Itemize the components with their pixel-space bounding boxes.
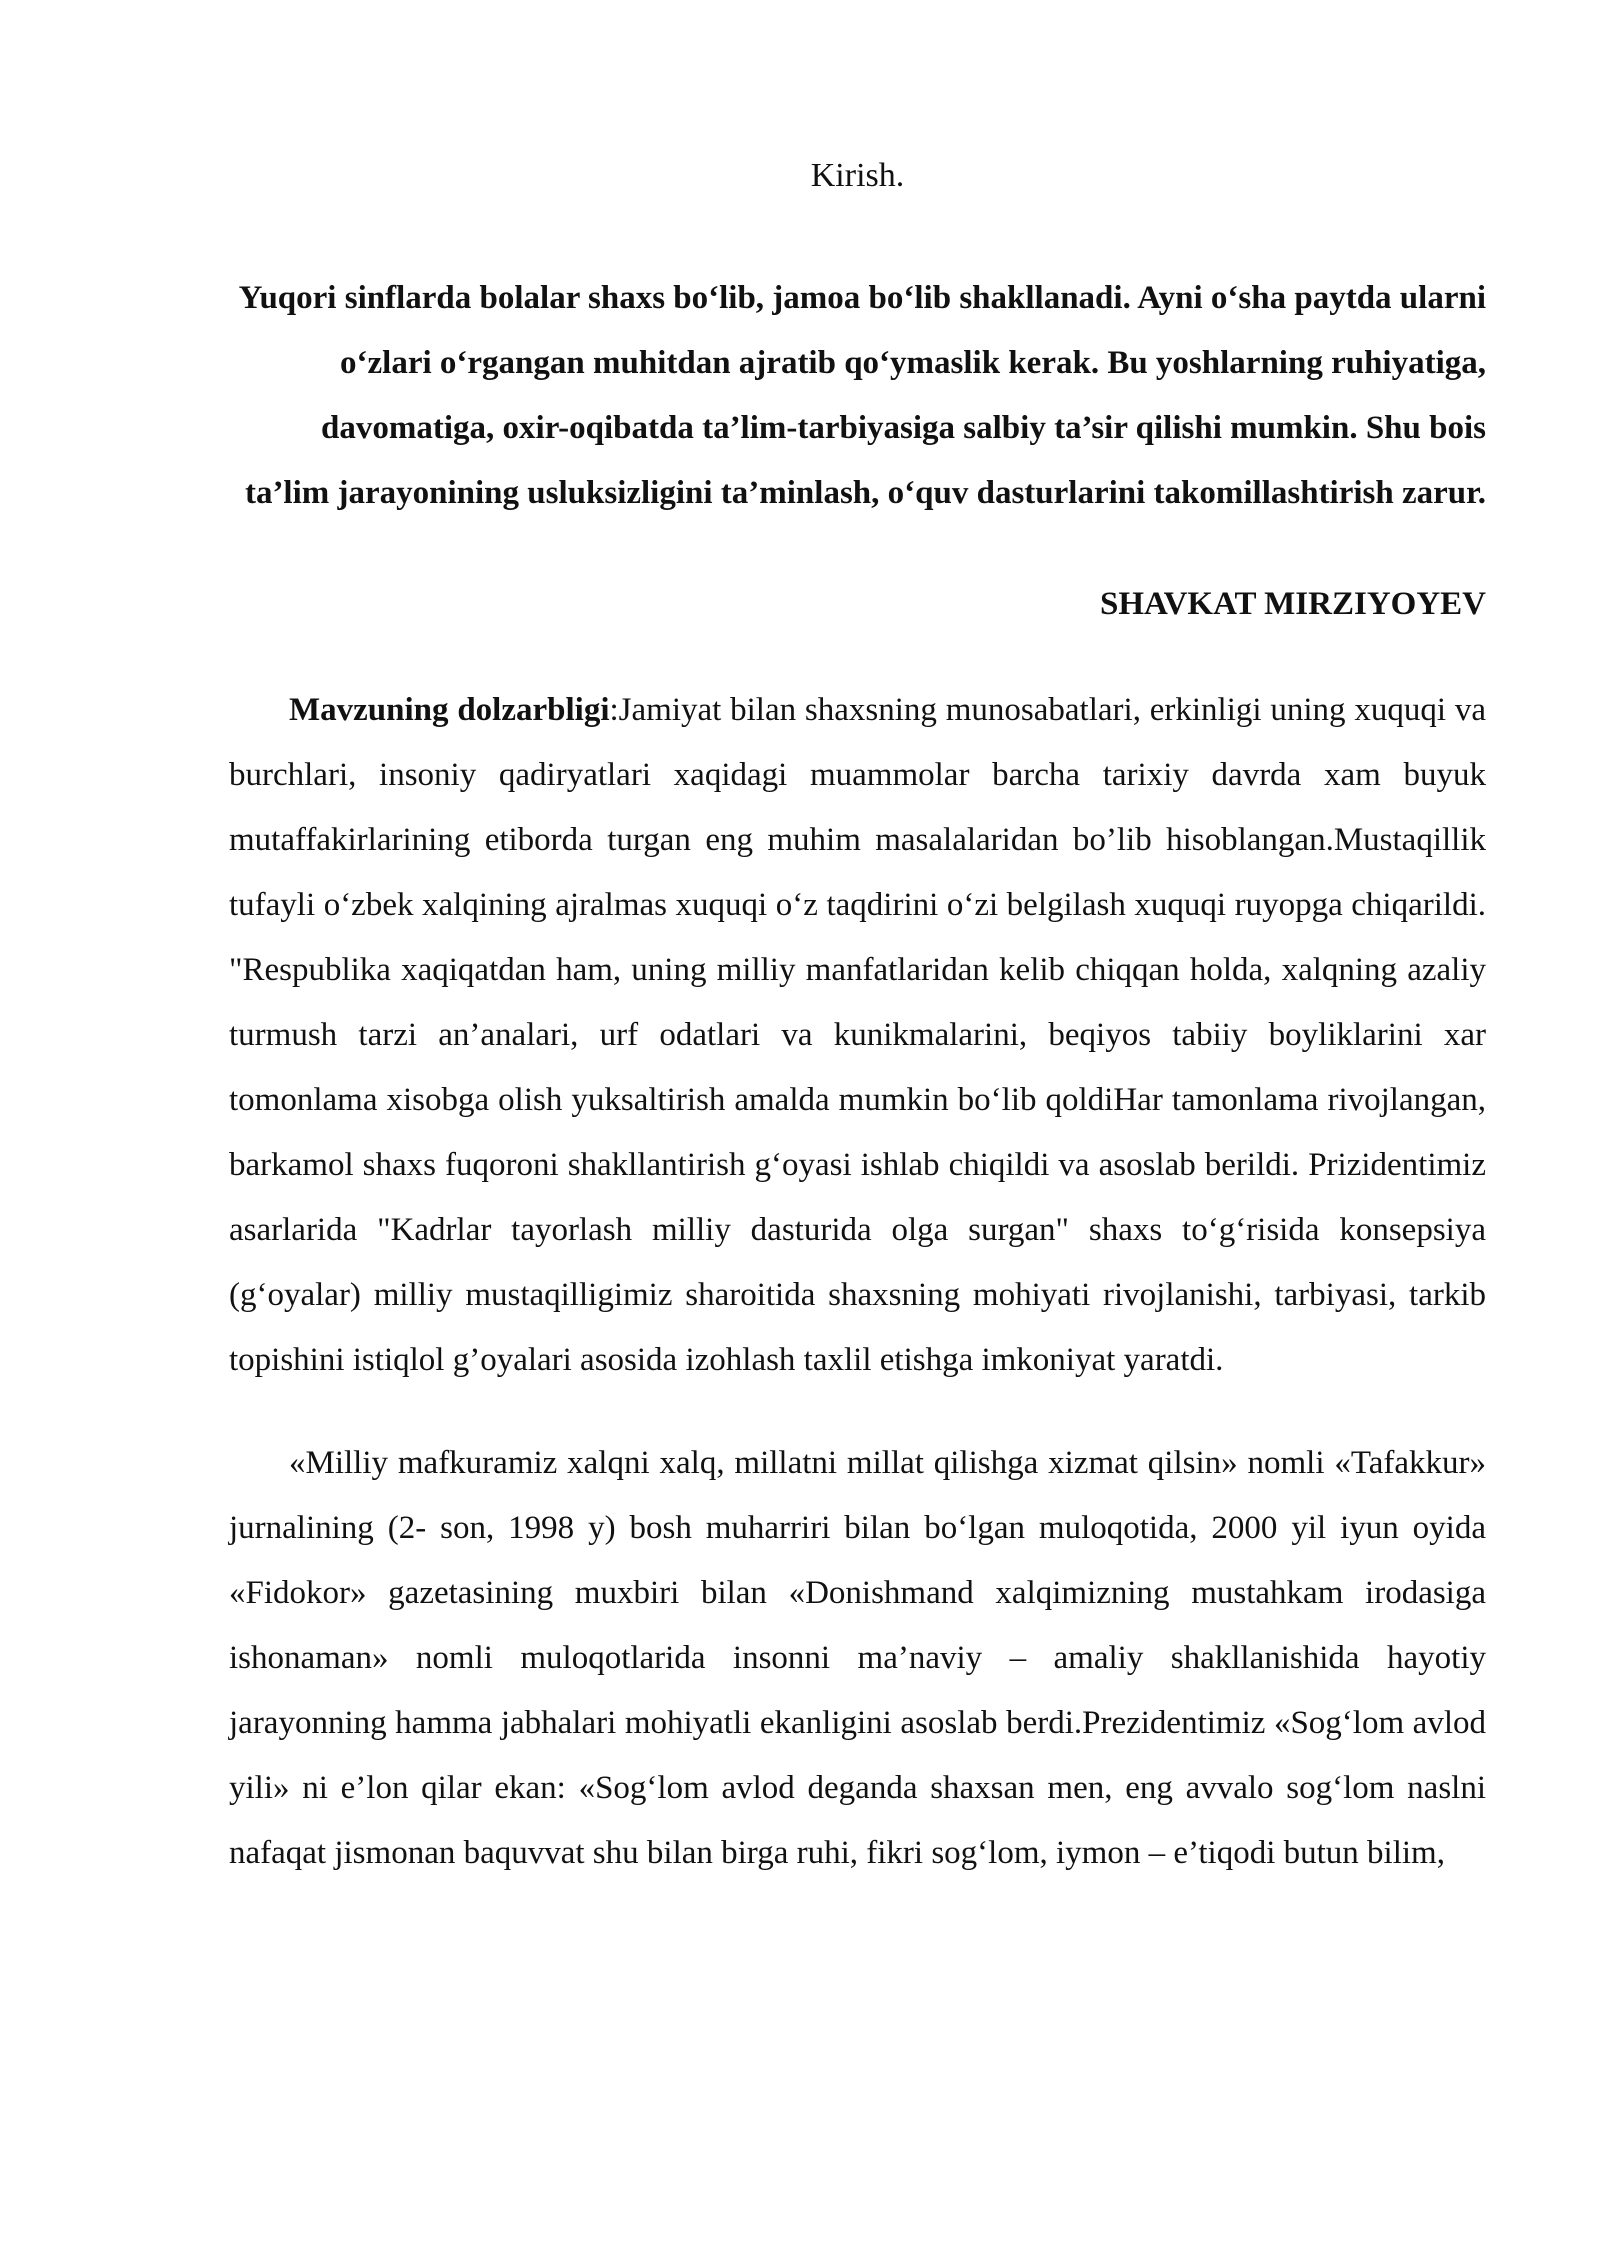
body-paragraph-1 — [229, 678, 1486, 1393]
body-paragraph-2: «Milliy mafkuramiz xalqni xalq, millatni millat qilishga xizmat qilsin» nomli «Tafakkur» jurnalining (2- son, 1998 y) bosh muharriri bilan bo‘lgan muloqotida, 2000 yil iyun oyida «Fidokor» gazetasining muxbiri bilan «Donishmand xalqimizning mustahkam irodasiga ishonaman» nomli muloqotlarida insonni ma’naviy – amaliy shakllanishida hayotiy jarayonning hamma jabhalari mohiyatli ekanligini asoslab berdi.Prezidentimiz «Sog‘lom avlod yili» ni e’lon qilar ekan: «Sog‘lom avlod deganda shaxsan men, eng avvalo sog‘lom naslni nafaqat jismonan baquvvat shu bilan birga ruhi, fikri sog‘lom, iymon – e’tiqodi butun bilim, — [229, 1445, 1486, 1871]
epigraph-quote: Yuqori sinflarda bolalar shaxs bo‘lib, jamoa bo‘lib shakllanadi. Ayni o‘sha paytda ularni o‘zlari o‘rgangan muhitdan ajratib qo‘ymaslik kerak. Bu yoshlarning ruhiyatiga, davomatiga, oxir-oqibatda ta’lim-tarbiyasiga salbiy ta’sir qilishi mumkin. Shu bois ta’lim jarayonining usluksizligini ta’minlash, o‘quv dasturlarini takomillashtirish zarur. — [238, 280, 1486, 511]
page-heading: Kirish. — [810, 157, 905, 194]
paragraph-lead-term: Mavzuning dolzarbligi — [289, 692, 610, 728]
paragraph-1-text: :Jamiyat bilan shaxsning munosabatlari, erkinligi uning xuquqi va burchlari, insoniy qadiryatlari xaqidagi muammolar barcha tarixiy davrda xam buyuk mutaffakirlarining etiborda turgan eng muhim masalalaridan bo’lib hisoblangan.Mustaqillik tufayli o‘zbek xalqining ajralmas xuquqi o‘z taqdirini o‘zi belgilash xuquqi ruyopga chiqarildi. "Respublika xaqiqatdan ham, uning milliy manfatlaridan kelib chiqqan holda, xalqning azaliy turmush tarzi an’analari, urf odatlari va kunikmalarini, beqiyos tabiiy boyliklarini xar tomonlama xisobga olish yuksaltirish amalda mumkin bo‘lib qoldiHar tamonlama rivojlangan, barkamol shaxs fuqoroni shakllantirish g‘oyasi ishlab chiqildi va asoslab berildi. Prizidentimiz asarlarida "Kadrlar tayorlash milliy dasturida olga surgan" shaxs to‘g‘risida konsepsiya (g‘oyalar) milliy mustaqilligimiz sharoitida shaxsning mohiyati rivojlanishi, tarbiyasi, tarkib topishini istiqlol g’oyalari asosida izohlash taxlil etishga imkoniyat yaratdi. — [229, 692, 1486, 1378]
epigraph-author: SHAVKAT MIRZIYOYEV — [1100, 586, 1486, 622]
